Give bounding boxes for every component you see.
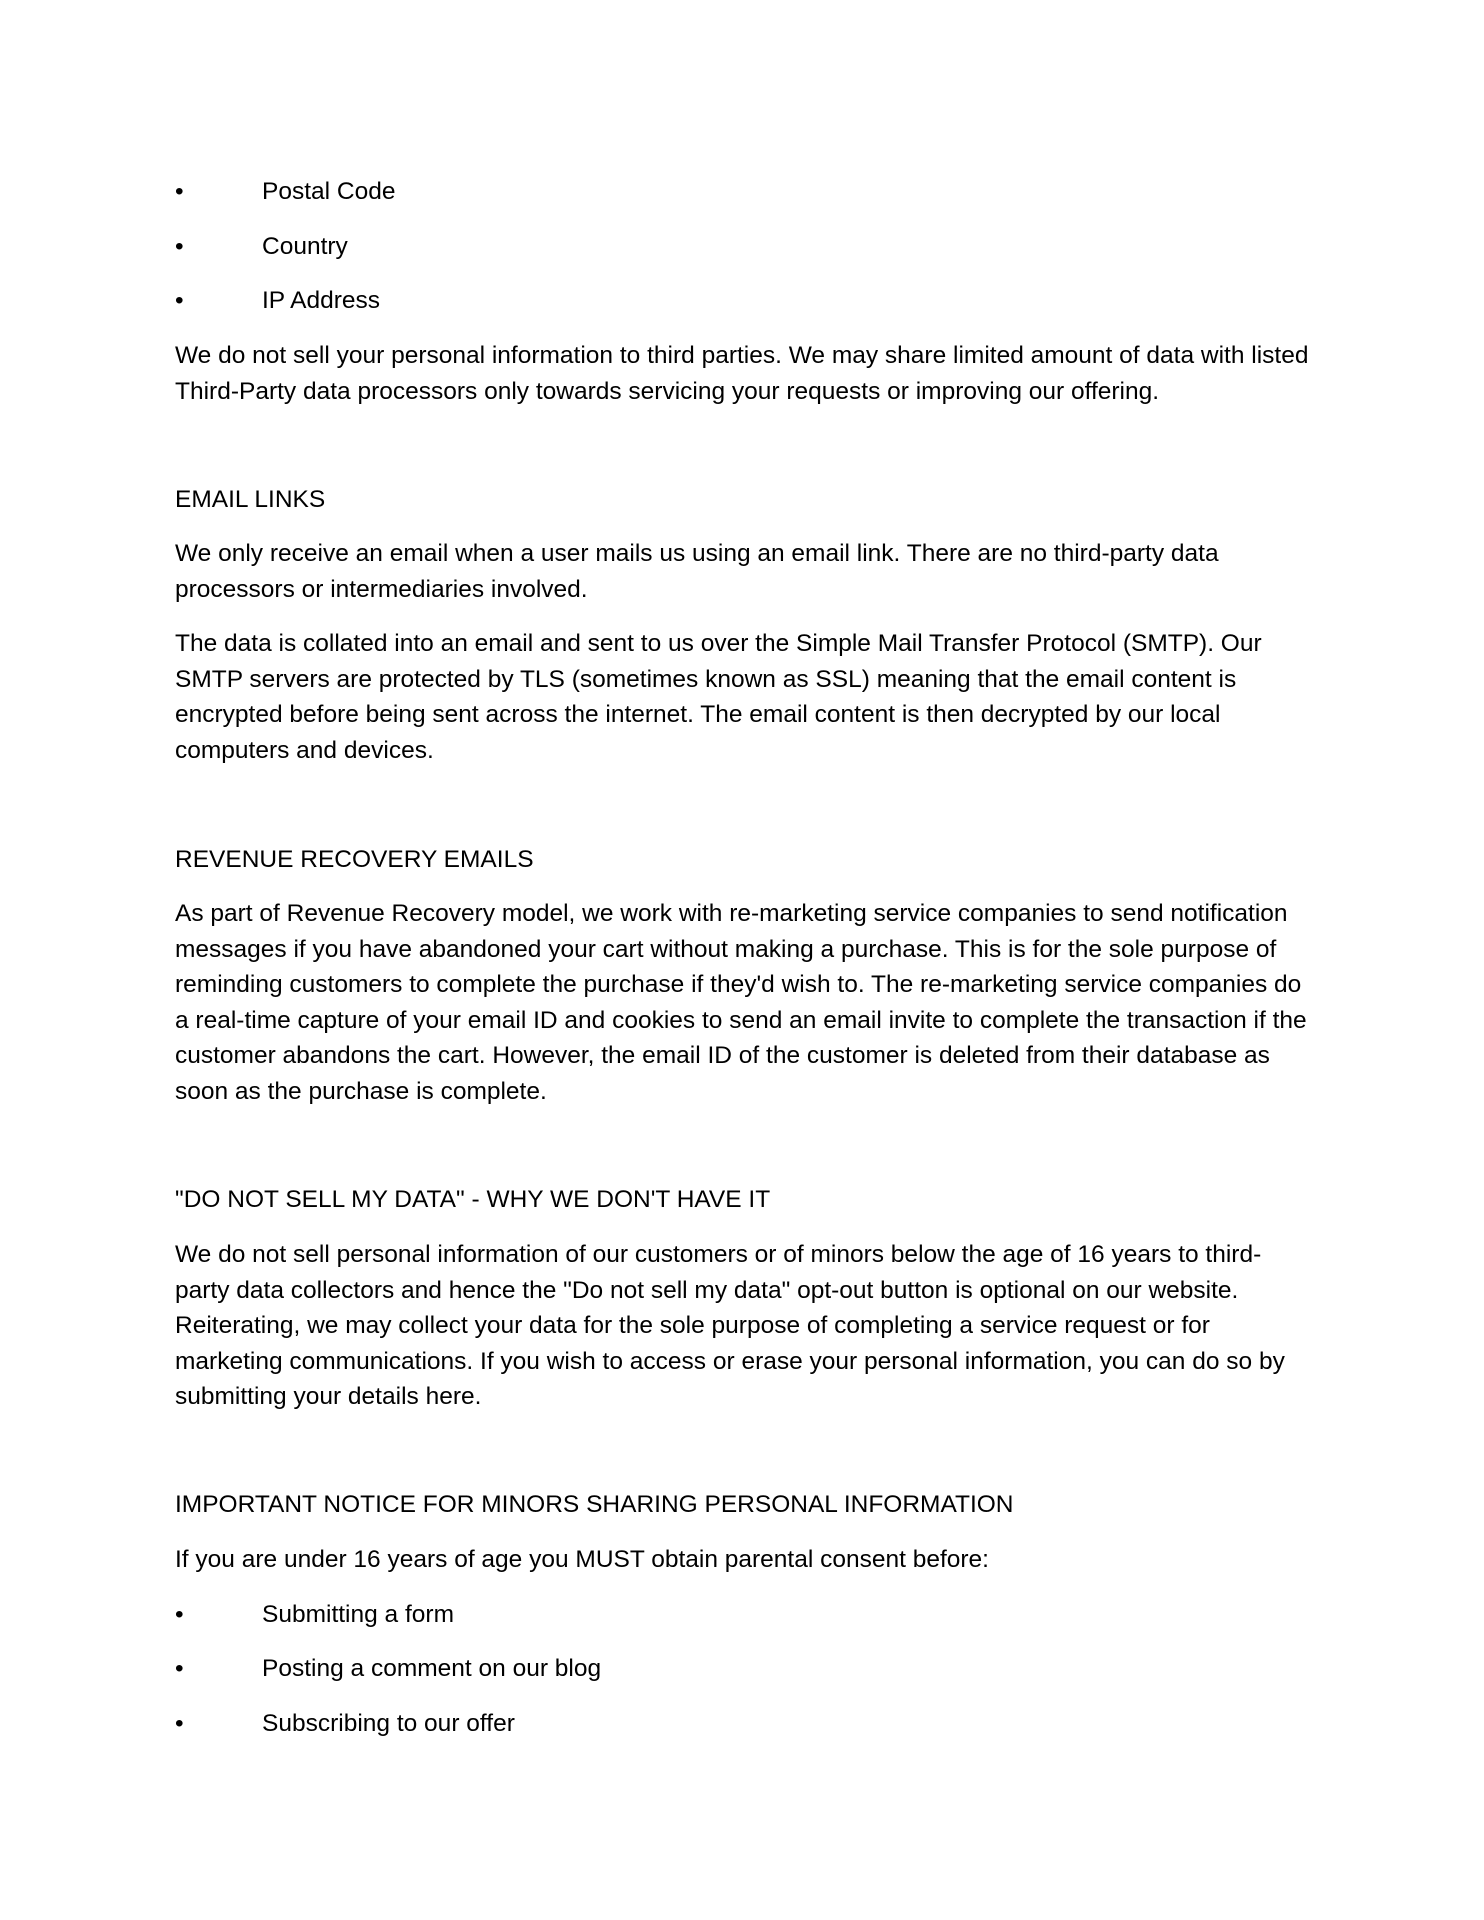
list-item-text: Subscribing to our offer: [262, 1710, 515, 1737]
list-item-text: Posting a comment on our blog: [262, 1655, 602, 1682]
bullet-glyph: •: [175, 1655, 184, 1682]
list-item: [175, 1597, 1315, 1633]
list-item: [175, 1651, 1315, 1687]
list-item-text: Submitting a form: [262, 1601, 454, 1628]
list-item-text: Country: [262, 233, 348, 260]
bullet-glyph: •: [175, 1710, 184, 1737]
email-links-paragraph-2: The data is collated into an email and sent to us over the Simple Mail Transfer Protocol (SMTP). Our SMTP servers are protected by TLS (sometimes known as SSL) meaning that the email content is encrypted before being sent across the internet. The email content is then decrypted by our local computers and devices.: [175, 630, 1262, 764]
bullet-glyph: •: [175, 178, 184, 205]
list-item: [175, 1706, 1315, 1742]
minors-notice-intro: If you are under 16 years of age you MUST obtain parental consent before:: [175, 1546, 989, 1573]
list-item: [175, 283, 1315, 319]
section-heading-minors-notice: IMPORTANT NOTICE FOR MINORS SHARING PERSONAL INFORMATION: [175, 1491, 1014, 1518]
section-heading-revenue-recovery: REVENUE RECOVERY EMAILS: [175, 846, 534, 873]
list-item: [175, 229, 1315, 265]
section-heading-email-links: EMAIL LINKS: [175, 486, 326, 513]
bullet-glyph: •: [175, 233, 184, 260]
list-item-text: Postal Code: [262, 178, 396, 205]
list-item-text: IP Address: [262, 287, 381, 314]
intro-paragraph: We do not sell your personal information to third parties. We may share limited amount of data with listed Third-Party data processors only towards servicing your requests or improving our offering.: [175, 342, 1309, 405]
bullet-glyph: •: [175, 1601, 184, 1628]
email-links-paragraph-1: We only receive an email when a user mails us using an email link. There are no third-party data processors or intermediaries involved.: [175, 540, 1219, 603]
list-item: [175, 174, 1315, 210]
revenue-recovery-paragraph: As part of Revenue Recovery model, we work with re-marketing service companies to send notification messages if you have abandoned your cart without making a purchase. This is for the sole purpose of reminding customers to complete the purchase if they'd wish to. The re-marketing service companies do a real-time capture of your email ID and cookies to send an email invite to complete the transaction if the customer abandons the cart. However, the email ID of the customer is deleted from their database as soon as the purchase is complete.: [175, 900, 1307, 1105]
do-not-sell-paragraph: We do not sell personal information of our customers or of minors below the age of 16 years to third-party data collectors and hence the "Do not sell my data" opt-out button is optional on our website. Reiterating, we may collect your data for the sole purpose of completing a service request or for marketing communications. If you wish to access or erase your personal information, you can do so by submitting your details here.: [175, 1241, 1285, 1410]
section-heading-do-not-sell: "DO NOT SELL MY DATA" - WHY WE DON'T HAVE IT: [175, 1186, 771, 1213]
bullet-glyph: •: [175, 287, 184, 314]
